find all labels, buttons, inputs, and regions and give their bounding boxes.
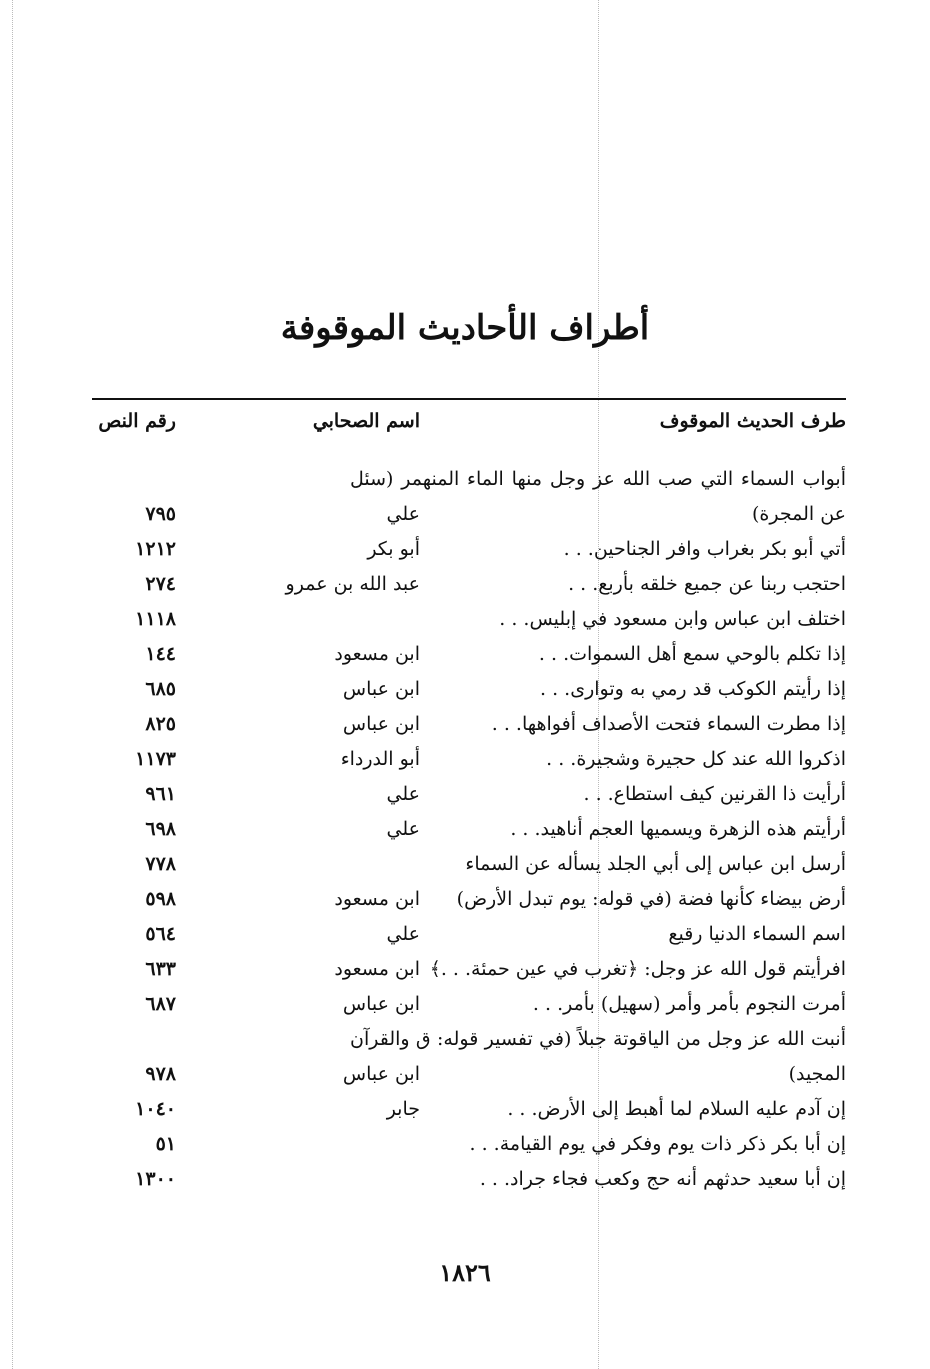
text-number: ٥٦٤ <box>145 923 176 945</box>
column-header-number: رقم النص <box>98 410 176 432</box>
hadith-text: اذكروا الله عند كل حجيرة وشجيرة. . . <box>546 748 846 770</box>
sahabi-name: ابن عباس <box>342 713 420 735</box>
header-rule <box>92 398 846 400</box>
text-number: ٦٨٥ <box>145 678 176 700</box>
column-header-hadith: طرف الحديث الموقوف <box>659 410 846 432</box>
table-row <box>92 1162 846 1197</box>
table-row <box>92 462 846 532</box>
text-number: ٩٧٨ <box>145 1063 176 1085</box>
sahabi-name: ابن عباس <box>342 678 420 700</box>
hadith-table <box>92 462 846 1197</box>
table-row <box>92 567 846 602</box>
text-number: ٦٨٧ <box>145 993 176 1015</box>
table-row <box>92 742 846 777</box>
sahabi-name: علي <box>386 818 420 840</box>
text-number: ٢٧٤ <box>145 573 176 595</box>
hadith-text: أمرت النجوم بأمر وأمر (سهيل) بأمر. . . <box>532 993 846 1015</box>
hadith-text: أتي أبو بكر بغراب وافر الجناحين. . . <box>563 538 846 560</box>
sahabi-name: ابن عباس <box>342 993 420 1015</box>
text-number: ٥١ <box>155 1133 176 1155</box>
page-fold-line <box>12 0 13 1369</box>
hadith-text: إن أبا سعيد حدثهم أنه حج وكعب فجاء جراد. . . <box>479 1168 846 1190</box>
sahabi-name: عبد الله بن عمرو <box>285 573 420 595</box>
table-row <box>92 707 846 742</box>
sahabi-name: ابن مسعود <box>334 888 420 910</box>
hadith-text: احتجب ربنا عن جميع خلقه بأربع. . . <box>568 573 846 595</box>
text-number: ٥٩٨ <box>145 888 176 910</box>
column-header-sahabi: اسم الصحابي <box>312 410 420 432</box>
hadith-text: أرأيتم هذه الزهرة ويسميها العجم أناهيد. . . <box>510 818 846 840</box>
table-row <box>92 532 846 567</box>
table-row <box>92 882 846 917</box>
table-row <box>92 1022 846 1092</box>
sahabi-name: جابر <box>386 1098 420 1120</box>
sahabi-name: ابن مسعود <box>334 958 420 980</box>
text-number: ١٣٠٠ <box>135 1168 176 1190</box>
text-number: ٩٦١ <box>145 783 176 805</box>
column-headers <box>92 410 846 440</box>
hadith-text: إذا تكلم بالوحي سمع أهل السموات. . . <box>538 643 846 665</box>
hadith-text: أبواب السماء التي صب الله عز وجل منها الماء المنهمر (سئل عن المجرة) <box>350 468 846 525</box>
table-row <box>92 672 846 707</box>
table-row <box>92 952 846 987</box>
text-number: ٧٧٨ <box>145 853 176 875</box>
text-number: ١٢١٢ <box>135 538 176 560</box>
hadith-text: أرسل ابن عباس إلى أبي الجلد يسأله عن السماء <box>465 853 846 875</box>
sahabi-name: علي <box>386 923 420 945</box>
sahabi-name: ابن عباس <box>342 1063 420 1085</box>
hadith-text: إن أبا بكر ذكر ذات يوم وفكر في يوم القيامة. . . <box>469 1133 846 1155</box>
hadith-text: افرأيتم قول الله عز وجل: ﴿تغرب في عين حمئة. . .﴾ <box>429 958 846 980</box>
hadith-text: إذا رأيتم الكوكب قد رمي به وتوارى. . . <box>540 678 846 700</box>
text-number: ٧٩٥ <box>145 503 176 525</box>
table-row <box>92 1092 846 1127</box>
table-row <box>92 917 846 952</box>
table-row <box>92 602 846 637</box>
table-row <box>92 987 846 1022</box>
hadith-text: أرض بيضاء كأنها فضة (في قوله: يوم تبدل الأرض) <box>456 888 846 910</box>
hadith-text: اختلف ابن عباس وابن مسعود في إبليس. . . <box>499 608 846 630</box>
table-row <box>92 812 846 847</box>
text-number: ١٠٤٠ <box>135 1098 176 1120</box>
hadith-text: إذا مطرت السماء فتحت الأصداف أفواهها. . . <box>491 713 846 735</box>
sahabi-name: ابن مسعود <box>334 643 420 665</box>
text-number: ٦٩٨ <box>145 818 176 840</box>
sahabi-name: أبو الدرداء <box>340 748 420 770</box>
page-title: أطراف الأحاديث الموقوفة <box>280 308 650 348</box>
table-row <box>92 777 846 812</box>
hadith-text: إن آدم عليه السلام لما أهبط إلى الأرض. . . <box>507 1098 846 1120</box>
hadith-text: أنبت الله عز وجل من الياقوتة جبلاً (في تفسير قوله: ق والقرآن المجيد) <box>350 1028 846 1085</box>
table-row <box>92 637 846 672</box>
page-number: ١٨٢٦ <box>439 1258 491 1287</box>
table-row <box>92 1127 846 1162</box>
sahabi-name: علي <box>386 503 420 525</box>
text-number: ١١٧٣ <box>135 748 176 770</box>
text-number: ٦٣٣ <box>145 958 176 980</box>
table-row <box>92 847 846 882</box>
hadith-text: أرأيت ذا القرنين كيف استطاع. . . <box>583 783 846 805</box>
text-number: ١٤٤ <box>145 643 176 665</box>
sahabi-name: أبو بكر <box>367 538 420 560</box>
text-number: ١١١٨ <box>135 608 176 630</box>
text-number: ٨٢٥ <box>145 713 176 735</box>
hadith-text: اسم السماء الدنيا رقيع <box>668 923 846 945</box>
sahabi-name: علي <box>386 783 420 805</box>
